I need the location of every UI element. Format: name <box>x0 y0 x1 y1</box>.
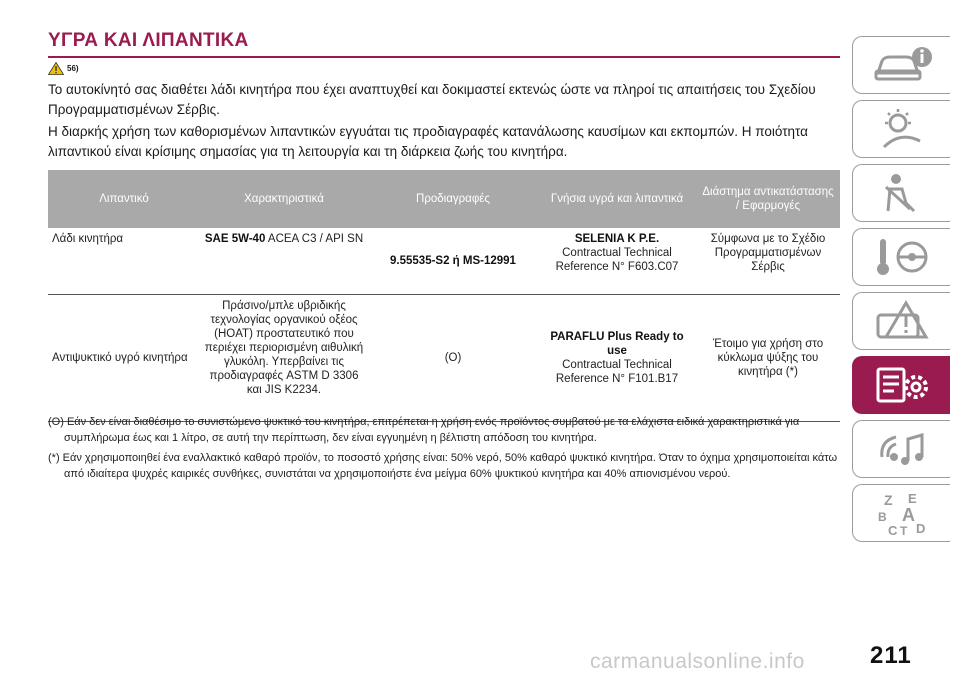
table-notes <box>48 414 840 486</box>
cell-genuine <box>538 295 696 422</box>
note-asterisk: (*) Εάν χρησιμοποιηθεί ένα εναλλακτικό καθαρό προϊόν, το ποσοστό χρήσης είναι: 50% νερό, 50% καθαρό ψυκτικό κινητήρα. Όταν το όχημα χρησιμοποιείται κάτω από ιδιαίτερα ψυχρές καιρικές συνθήκες, συνιστάται να χρησιμοποιήστε ένα μείγμα 60% ψυκτικού κινητήρα και 40% απιονισμένου νερού. <box>48 452 838 480</box>
warning-reference <box>48 62 79 75</box>
genuine-product: PARAFLU Plus Ready to use <box>550 331 684 357</box>
cell-interval: Σύμφωνα με το Σχέδιο Προγραμματισμένων Σέρβις <box>696 228 840 295</box>
multimedia-icon <box>870 427 934 471</box>
tab-multimedia[interactable] <box>852 420 950 478</box>
chapter-tabs <box>852 36 952 548</box>
paragraph-intro: Το αυτοκίνητό σας διαθέτει λάδι κινητήρα που έχει αναπτυχθεί και δοκιμαστεί εκτενώς ώστε να πληροί τις απαιτήσεις του Σχεδίου Προγραμματισμένων Σέρβις. <box>48 82 816 117</box>
tab-index[interactable] <box>852 484 950 542</box>
safety-icon <box>870 171 934 215</box>
warning-triangle-icon <box>870 299 934 343</box>
spec-value: 9.55535-S2 ή MS-12991 <box>390 255 516 267</box>
note-o: (O) Εάν δεν είναι διαθέσιμο το συνιστώμενο ψυκτικό του κινητήρα, επιτρέπεται η χρήση ενός προϊόντος συμβατού με τα ελάχιστα ειδικά χαρακτηριστικά για συμπλήρωμα έως και 1 λίτρο, σε αυτή την περίπτωση, δεν είναι εγγυημένη η βέλτιστη απόδοση του κινητήρα. <box>48 416 800 444</box>
section-title: ΥΓΡΑ ΚΑΙ ΛΙΠΑΝΤΙΚΑ <box>48 30 840 58</box>
header-interval: Διάστημα αντικατάστασης / Εφαρμογές <box>696 170 840 228</box>
tab-safety[interactable] <box>852 164 950 222</box>
header-lubricant: Λιπαντικό <box>48 170 200 228</box>
grade-label: SAE 5W-40 <box>204 233 266 245</box>
tab-emergency[interactable] <box>852 292 950 350</box>
header-specifications: Προδιαγραφές <box>368 170 538 228</box>
table-row <box>48 228 840 295</box>
tab-car-info[interactable] <box>852 36 950 94</box>
warning-triangle-icon <box>48 62 64 75</box>
page-number: 211 <box>870 642 912 669</box>
cell-characteristics: Πράσινο/μπλε υβριδικής τεχνολογίας οργανικού οξέος (HOAT) προστατευτικό που περιέχει περιορισμένη αιθυλική γλυκόλη. Υπερβαίνει τις προδιαγραφές ASTM D 3306 και JIS K2234. <box>200 295 368 422</box>
tab-dashboard-lights[interactable] <box>852 100 950 158</box>
svg-text:Z: Z <box>883 492 893 508</box>
header-characteristics: Χαρακτηριστικά <box>200 170 368 228</box>
paragraph-quality: Η διαρκής χρήση των καθορισμένων λιπαντικών εγγυάται τις προδιαγραφές κατανάλωσης καυσίμων και εκπομπών. Η ποιότητα λιπαντικού είναι κρίσιμης σημασίας για τη λειτουργία και τη διάρκεια ζωής του κινητήρα. <box>48 124 808 159</box>
svg-text:A: A <box>901 505 915 525</box>
cell-lubricant: Λάδι κινητήρα <box>48 228 200 295</box>
svg-text:C: C <box>887 523 897 537</box>
car-info-icon <box>870 43 934 87</box>
cell-lubricant: Αντιψυκτικό υγρό κινητήρα <box>48 295 200 422</box>
genuine-reference: Contractual Technical Reference N° F603.C07 <box>555 247 679 273</box>
index-icon <box>870 489 934 537</box>
cell-characteristics <box>200 228 368 295</box>
genuine-reference: Contractual Technical Reference N° F101.B17 <box>555 359 679 385</box>
tab-maintenance[interactable] <box>852 356 950 414</box>
cell-interval: Έτοιμο για χρήση στο κύκλωμα ψύξης του κινητήρα (*) <box>696 295 840 422</box>
maintenance-icon <box>870 363 934 407</box>
warning-ref-number: 56) <box>67 64 79 73</box>
svg-text:E: E <box>907 491 917 506</box>
starting-driving-icon <box>870 235 934 279</box>
svg-text:D: D <box>915 521 925 536</box>
cell-specification: (O) <box>368 295 538 422</box>
lubricants-table <box>48 170 840 422</box>
genuine-product: SELENIA K P.E. <box>574 233 660 245</box>
watermark: carmanualsonline.info <box>590 650 805 673</box>
svg-text:B: B <box>877 510 887 524</box>
table-header-row <box>48 170 840 228</box>
svg-text:T: T <box>899 524 907 537</box>
grade-rest: ACEA C3 / API SN <box>265 233 364 245</box>
cell-genuine <box>538 228 696 295</box>
cell-specification <box>368 228 538 295</box>
tab-starting-driving[interactable] <box>852 228 950 286</box>
dashboard-lights-icon <box>870 107 934 151</box>
header-genuine-fluids: Γνήσια υγρά και λιπαντικά <box>538 170 696 228</box>
table-row <box>48 295 840 422</box>
